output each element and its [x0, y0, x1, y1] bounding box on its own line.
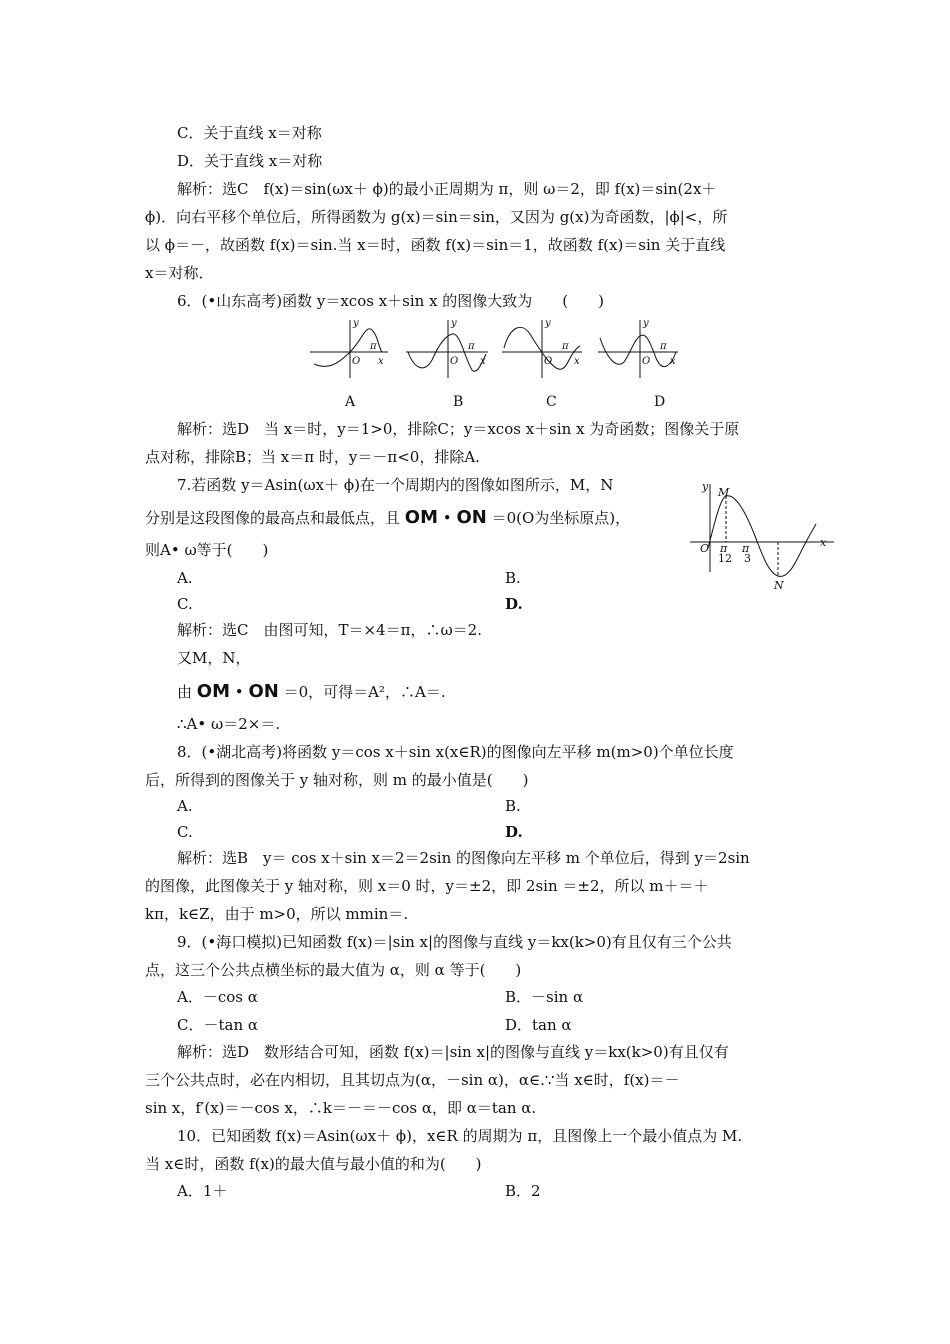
question-6: 6．(•山东高考)函数 y＝xcos x＋sin x 的图像大致为 ( ) [177, 292, 605, 310]
vector-om: OM [404, 507, 439, 528]
pi-label: π [660, 341, 667, 352]
text-line: 后，所得到的图像关于 y 轴对称，则 m 的最小值是( ) [145, 771, 529, 789]
axis-y-label: y [643, 318, 649, 329]
point-n-label: N [774, 579, 784, 592]
axis-x-label: x [670, 356, 676, 367]
text-line: C．关于直线 x＝对称 [177, 124, 322, 142]
text-line: 又M，N， [177, 649, 251, 667]
text-line: 三个公共点时，必在内相切，且其切点为(α，－sin α)，α∈.∵当 x∈时，f(x)＝－ [145, 1071, 680, 1089]
choice: B. [505, 569, 521, 587]
tick-label: π [720, 542, 728, 555]
text-line: 则A• ω等于( ) [145, 541, 269, 559]
choice: C．－tan α [177, 1016, 259, 1034]
question-7: 7.若函数 y＝Asin(ωx＋ ϕ)在一个周期内的图像如图所示，M，N [177, 476, 614, 494]
choice: B．2 [505, 1182, 541, 1200]
question-10: 10．已知函数 f(x)＝Asin(ωx＋ ϕ)，x∈R 的周期为 π，且图像上一个最小值点为 M. [177, 1127, 743, 1145]
text-line: 的图像，此图像关于 y 轴对称，则 x＝0 时，y＝±2，即 2sin ＝±2，所以 m＋＝＋ [145, 877, 709, 895]
tick-label: 3 [744, 552, 751, 565]
text-line: x＝对称． [145, 264, 214, 282]
axis-x-label: x [820, 536, 827, 549]
text-segment: ＝0(O为坐标原点)， [491, 509, 631, 527]
origin-label: O [352, 356, 361, 367]
tick-label: 12 [718, 552, 732, 565]
text-line: 解析：选C 由图可知，T＝×4＝π，∴ω＝2. [177, 621, 482, 639]
choice: A. [177, 797, 193, 815]
option-label-d: D [654, 394, 666, 410]
text-line: sin x，f′(x)＝－cos x，∴k＝－＝－cos α，即 α＝tan α. [145, 1099, 537, 1117]
axis-x-label: x [480, 356, 486, 367]
text-line: 解析：选B y＝ cos x＋sin x＝2＝2sin 的图像向左平移 m 个单位后，得到 y＝2sin [177, 849, 750, 867]
origin-label: O [700, 542, 710, 555]
origin-label: O [642, 356, 651, 367]
text-line [177, 682, 446, 702]
text-line: 解析：选C f(x)＝sin(ωx＋ ϕ)的最小正周期为 π，则 ω＝2，即 f(x)＝sin(2x＋ [177, 180, 717, 198]
vector-om: OM [196, 681, 231, 702]
axis-y-label: y [451, 318, 457, 329]
text-line: kπ，k∈Z，由于 m>0，所以 mmin＝. [145, 905, 409, 923]
option-label-a: A [345, 394, 356, 410]
option-label-b: B [453, 394, 464, 410]
origin-label: O [544, 356, 553, 367]
pi-label: π [468, 341, 475, 352]
axis-y-label: y [702, 480, 709, 493]
option-label-c: C [546, 394, 557, 410]
choice: D．tan α [505, 1016, 572, 1034]
text-line: D．关于直线 x＝对称 [177, 152, 323, 170]
text-line: 以 ϕ＝－，故函数 f(x)＝sin.当 x＝时，函数 f(x)＝sin＝1，故函数 f(x)＝sin 关于直线 [145, 236, 726, 254]
text-line: ϕ)．向右平移个单位后，所得函数为 g(x)＝sin＝sin，又因为 g(x)为奇函数，|ϕ|<，所 [145, 208, 728, 226]
axis-x-label: x [378, 356, 384, 367]
axis-x-label: x [574, 356, 580, 367]
q7-sine-figure [688, 476, 838, 596]
origin-label: O [450, 356, 459, 367]
text-segment: 由 [177, 683, 193, 701]
tick-label: π [742, 542, 750, 555]
point-m-label: M [718, 486, 730, 499]
choice: A. [177, 569, 193, 587]
axis-y-label: y [545, 318, 551, 329]
text-line: ∴A• ω＝2×＝. [177, 715, 281, 733]
text-line: 点，这三个公共点横坐标的最大值为 α，则 α 等于( ) [145, 961, 522, 979]
pi-label: π [562, 341, 569, 352]
text-segment: ＝0，可得＝A²，∴A＝. [283, 683, 446, 701]
vector-on: ON [456, 507, 487, 528]
text-segment: 分别是这段图像的最高点和最低点，且 [145, 509, 401, 527]
choice: A．－cos α [177, 988, 258, 1006]
text-line: 解析：选D 数形结合可知，函数 f(x)＝|sin x|的图像与直线 y＝kx(k>0)有且仅有 [177, 1043, 729, 1061]
vector-on: ON [248, 681, 279, 702]
choice: C. [177, 595, 193, 613]
choice: D. [505, 595, 523, 613]
text-line: 解析：选D 当 x＝时，y＝1>0，排除C；y＝xcos x＋sin x 为奇函数；图像关于原 [177, 420, 740, 438]
choice: C. [177, 823, 193, 841]
dot-symbol: • [234, 683, 244, 701]
question-9: 9．(•海口模拟)已知函数 f(x)＝|sin x|的图像与直线 y＝kx(k>0)有且仅有三个公共 [177, 933, 732, 951]
text-line [145, 508, 630, 528]
text-line: 点对称，排除B；当 x＝π 时，y＝－π<0，排除A. [145, 448, 480, 466]
dot-symbol: • [442, 509, 452, 527]
choice: A．1＋ [177, 1182, 228, 1200]
question-8: 8．(•湖北高考)将函数 y＝cos x＋sin x(x∈R)的图像向左平移 m(m>0)个单位长度 [177, 743, 734, 761]
choice: D. [505, 823, 523, 841]
choice: B．－sin α [505, 988, 584, 1006]
choice: B. [505, 797, 521, 815]
axis-y-label: y [353, 318, 359, 329]
q6-options-figure [300, 312, 690, 382]
text-line: 当 x∈时，函数 f(x)的最大值与最小值的和为( ) [145, 1155, 482, 1173]
pi-label: π [370, 341, 377, 352]
